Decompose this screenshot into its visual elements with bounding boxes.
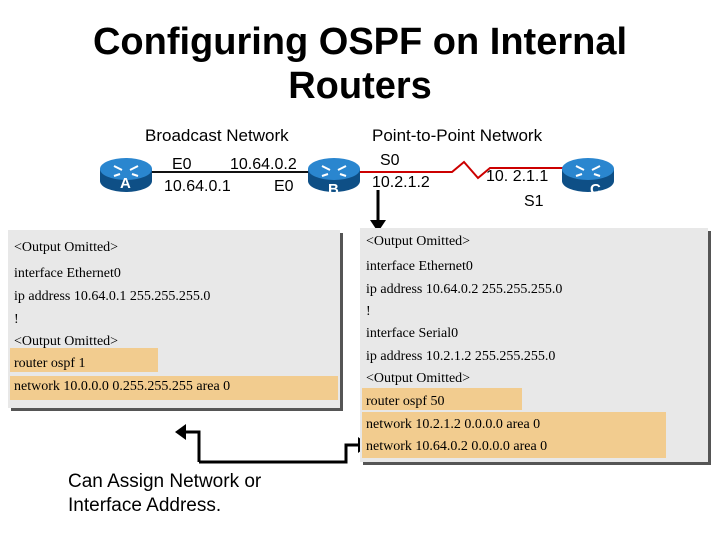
callout-arrow-left bbox=[186, 432, 199, 462]
config-b-line-9: network 10.2.1.2 0.0.0.0 area 0 bbox=[366, 417, 541, 432]
router-a bbox=[98, 155, 154, 200]
config-box-router-a bbox=[8, 230, 340, 408]
config-a-line-7: network 10.0.0.0 0.255.255.255 area 0 bbox=[14, 379, 231, 394]
config-a-line-1: <Output Omitted> bbox=[14, 240, 119, 255]
title-line-1: Configuring OSPF on Internal bbox=[92, 21, 628, 63]
callout-arrow-right bbox=[199, 445, 360, 462]
config-a-line-5: <Output Omitted> bbox=[14, 334, 119, 349]
a-ip-label: 10.64.0.1 bbox=[164, 178, 231, 195]
arrow-head-left bbox=[175, 424, 186, 440]
note-line-1: Can Assign Network or bbox=[68, 471, 262, 492]
config-b-line-6: ip address 10.2.1.2 255.255.255.0 bbox=[366, 349, 556, 364]
config-a-line-4: ! bbox=[14, 312, 19, 327]
config-a-line-2: interface Ethernet0 bbox=[14, 266, 121, 281]
config-b-line-5: interface Serial0 bbox=[366, 326, 459, 341]
b-ip-e0-label: 10.64.0.2 bbox=[230, 156, 297, 173]
note-line-2: Interface Address. bbox=[68, 495, 222, 516]
config-a-line-3: ip address 10.64.0.1 255.255.255.0 bbox=[14, 289, 211, 304]
config-b-line-8: router ospf 50 bbox=[366, 394, 445, 409]
b-ip-s0-label: 10.2.1.2 bbox=[372, 174, 430, 191]
config-box-router-b bbox=[360, 228, 708, 462]
config-b-line-7: <Output Omitted> bbox=[366, 371, 471, 386]
b-s0-label: S0 bbox=[380, 152, 400, 169]
config-b-line-2: interface Ethernet0 bbox=[366, 259, 473, 274]
config-b-line-10: network 10.64.0.2 0.0.0.0 area 0 bbox=[366, 439, 548, 454]
router-c bbox=[560, 155, 616, 200]
config-b-line-3: ip address 10.64.0.2 255.255.255.0 bbox=[366, 282, 563, 297]
router-b bbox=[306, 155, 362, 200]
b-e0-label: E0 bbox=[274, 178, 294, 195]
p2p-network-label: Point-to-Point Network bbox=[372, 126, 543, 145]
router-c-label: C bbox=[590, 181, 601, 198]
config-b-line-4: ! bbox=[366, 304, 371, 319]
title-line-2: Routers bbox=[288, 65, 432, 107]
router-a-label: A bbox=[120, 175, 131, 192]
router-b-label: B bbox=[328, 181, 339, 198]
c-ip-s1-label: 10. 2.1.1 bbox=[486, 168, 549, 185]
router-icon bbox=[560, 155, 616, 195]
callout-note bbox=[68, 470, 261, 518]
config-a-line-6: router ospf 1 bbox=[14, 356, 86, 371]
a-e0-label: E0 bbox=[172, 156, 192, 173]
broadcast-network-label: Broadcast Network bbox=[145, 126, 289, 145]
config-b-line-1: <Output Omitted> bbox=[366, 234, 471, 249]
c-s1-label: S1 bbox=[524, 193, 544, 210]
